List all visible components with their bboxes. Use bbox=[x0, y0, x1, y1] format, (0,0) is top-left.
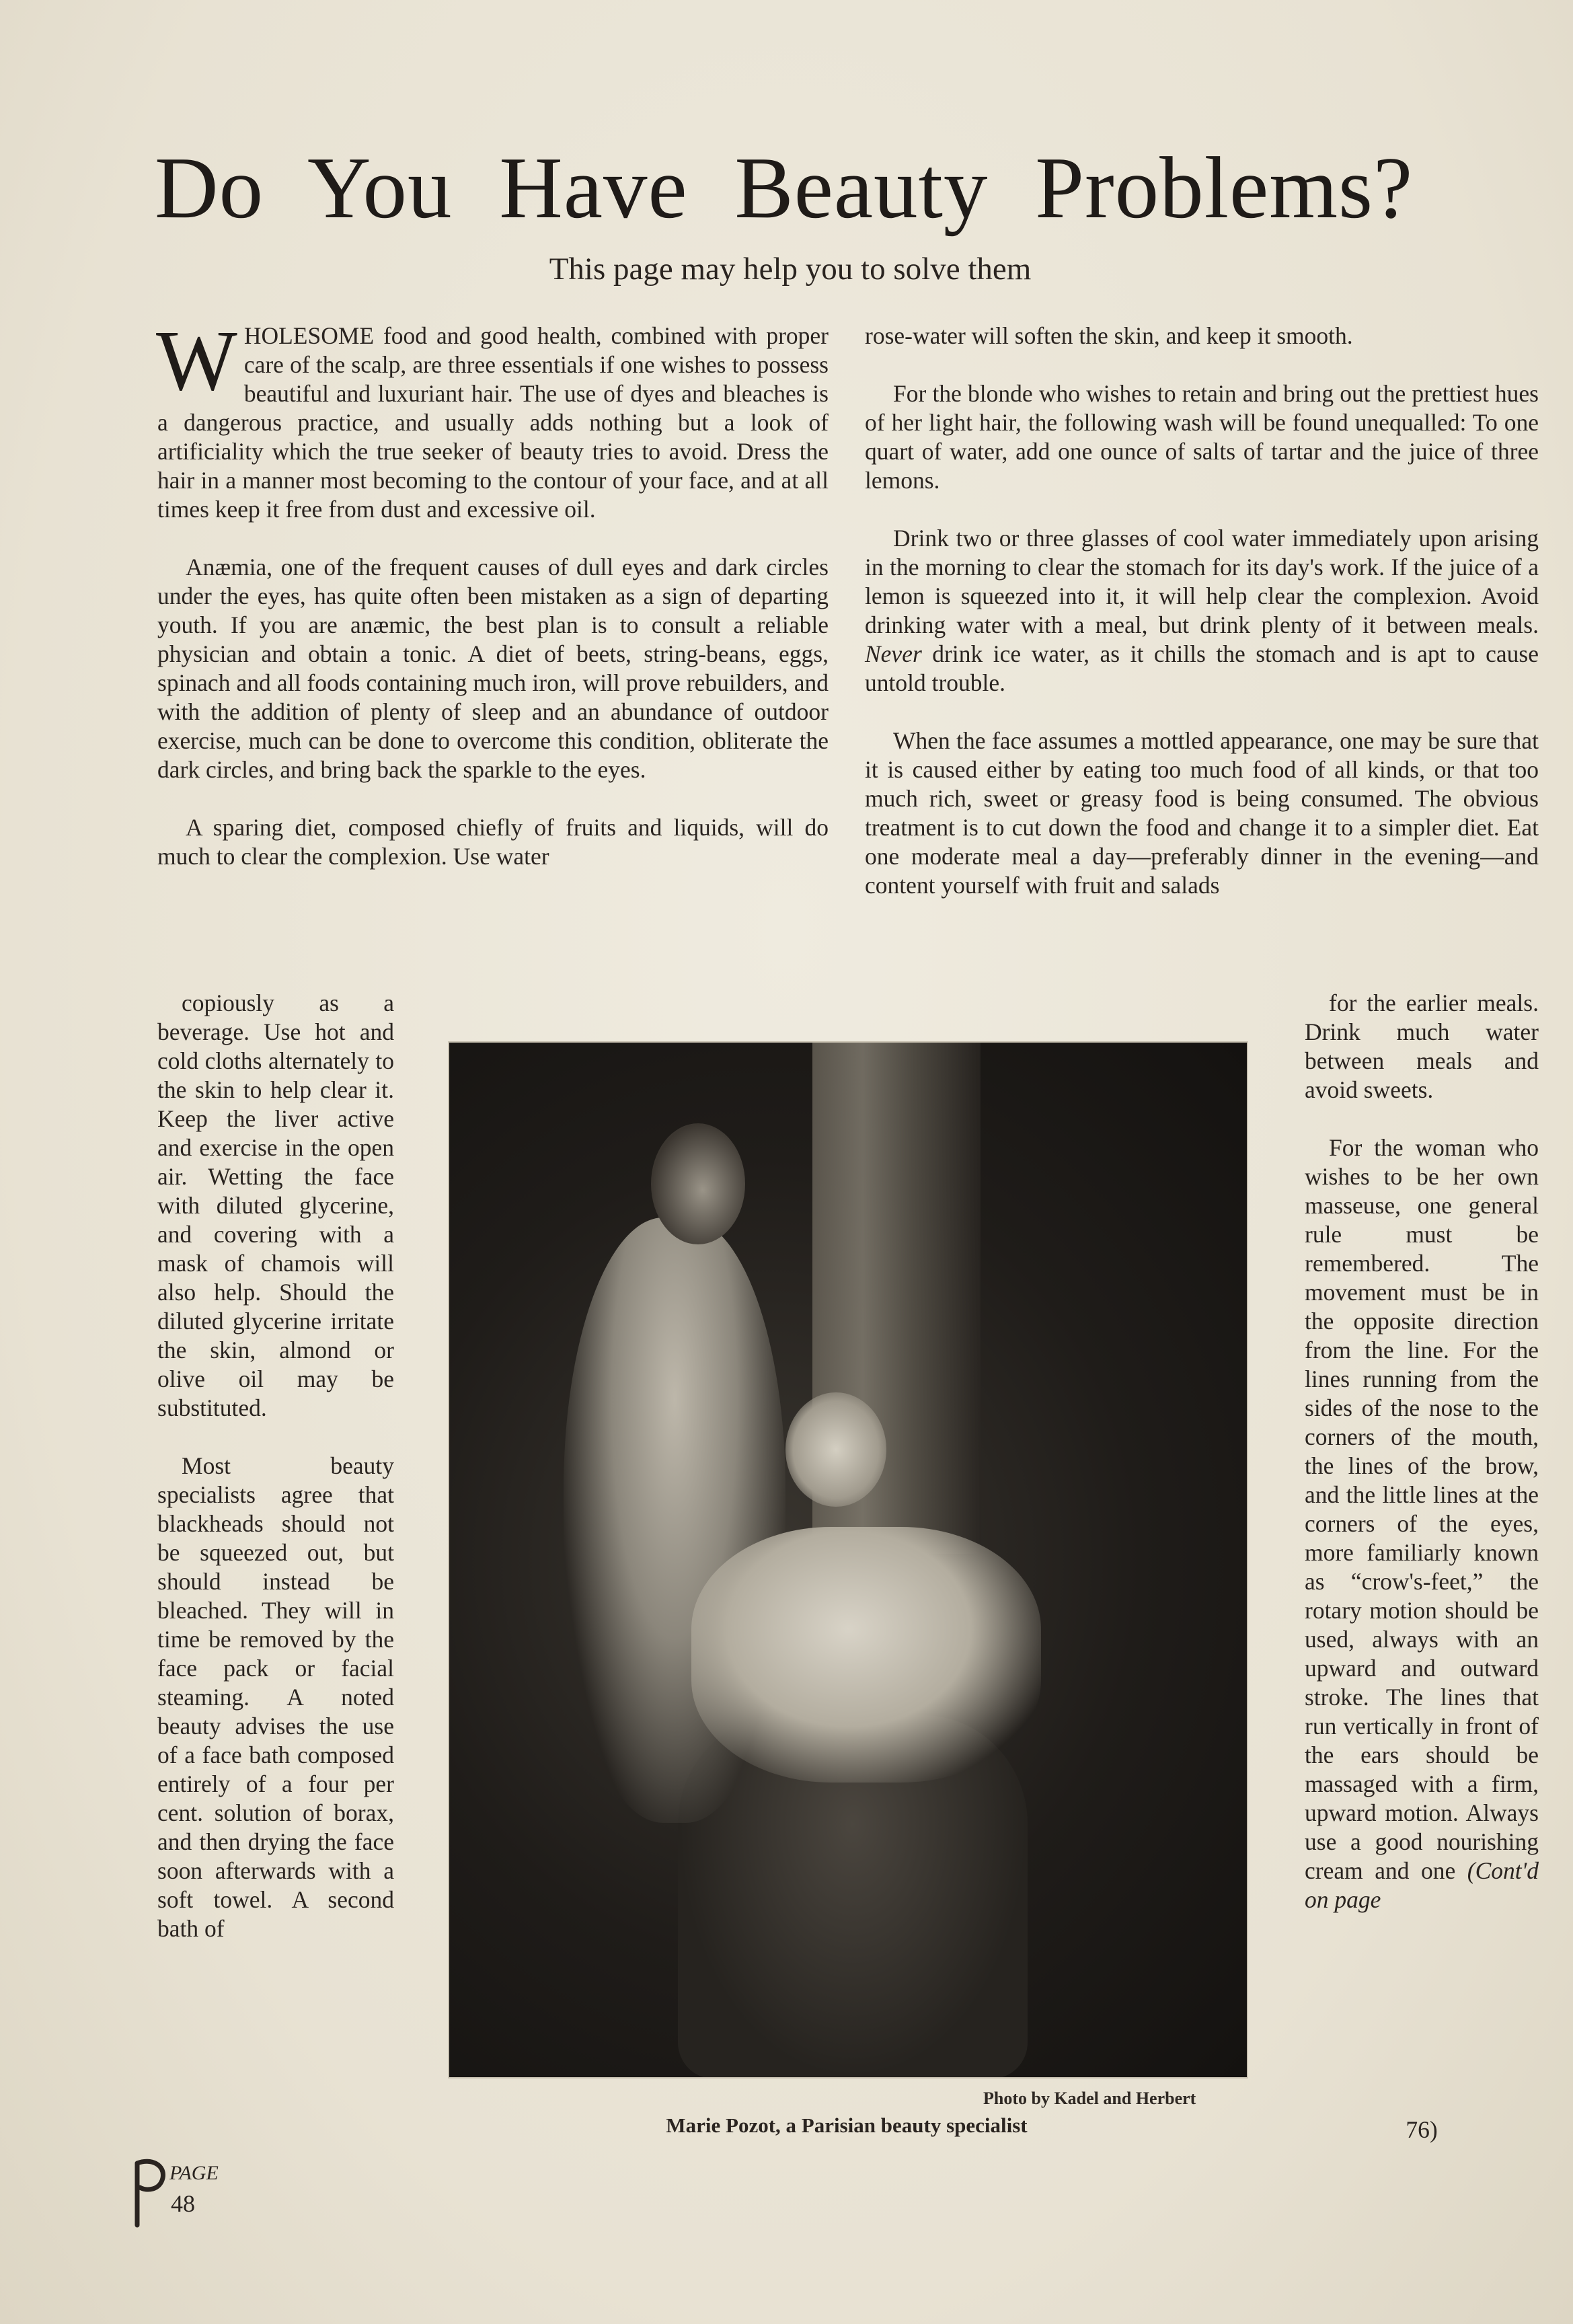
photo-caption: Marie Pozot, a Parisian beauty specialist bbox=[666, 2113, 1028, 2137]
paragraph-masseuse-text: For the woman who wishes to be her own masseuse, one general rule must be remembered. The movement must be in the opposite direction from the line. For the lines running from the sides of the nose to the corners of the mouth, the lines of the brow, and the little lines at the corners of the eyes, more familiarly known as “crow's-feet,” the rotary motion should be used, always with an upward and outward stroke. The lines that run vertically in front of the ears should be massaged with a firm, upward motion. Always use a good nourishing cream and one bbox=[1305, 1134, 1539, 1884]
paragraph-blonde: For the blonde who wishes to retain and bring out the prettiest hues of her light hair, the following wash will be found unequalled: To one quart of water, add one ounce of salts of tartar and the juice of three lemons. bbox=[865, 380, 1539, 494]
paragraph-hair bbox=[156, 313, 829, 524]
page-logo-text: PAGE bbox=[169, 2162, 219, 2184]
paragraph-masseuse bbox=[1305, 1133, 1539, 1914]
paragraph-diet-start: A sparing diet, composed chiefly of fruits and liquids, will do much to clear the complexion. Use water bbox=[157, 814, 829, 870]
photo-client bbox=[691, 1527, 1041, 1783]
paragraph-diet-cont: copiously as a beverage. Use hot and cold cloths alternately to the skin to help clear it. Keep the liver active and exercise in the open air. Wetting the face with diluted glycerine, and covering with a mask of chamois will also help. Should the diluted glycerine irritate the skin, almond or olive oil may be substituted. bbox=[157, 989, 394, 1421]
article-photo bbox=[448, 1041, 1248, 2078]
continued-page-number: 76) bbox=[1406, 2116, 1438, 2143]
paragraph-water-tail: drink ice water, as it chills the stomach and is apt to cause untold trouble. bbox=[865, 640, 1539, 696]
right-column bbox=[865, 322, 1539, 900]
paragraph-hair-text: food and good health, combined with proper care of the scalp, are three essentials if one wishes to possess beautiful and luxuriant hair. The use of dyes and bleaches is a dangerous practice, and usually adds nothing but a look of artificiality which the true seeker of beauty tries to avoid. Dress the hair in a manner most becoming to the contour of your face, and at all times keep it free from dust and excessive oil. bbox=[157, 322, 829, 523]
paragraph-rosewater: rose-water will soften the skin, and keep it smooth. bbox=[865, 322, 1353, 349]
right-narrow-column bbox=[1305, 989, 1539, 1914]
left-column bbox=[156, 313, 829, 871]
lead-word: HOLESOME bbox=[243, 322, 375, 349]
paragraph-water bbox=[865, 524, 1539, 698]
article-title: Do You Have Beauty Problems? bbox=[155, 139, 1414, 237]
drop-cap: W bbox=[156, 313, 237, 408]
paragraph-blackheads: Most beauty specialists agree that blackheads should not be squeezed out, but should instead be bleached. They will in time be removed by the face pack or facial steaming. A noted beauty advises the use of a face bath composed entirely of a four per cent. solution of borax, and then drying the face soon afterwards with a soft towel. A second bath of bbox=[157, 1452, 394, 1942]
page-number: 48 bbox=[171, 2190, 195, 2217]
continued-note: (Cont'd on page bbox=[1305, 1857, 1539, 1913]
paragraph-mottled-cont: for the earlier meals. Drink much water between meals and avoid sweets. bbox=[1305, 989, 1539, 1103]
photo-credit: Photo by Kadel and Herbert bbox=[983, 2089, 1196, 2108]
paragraph-water-text: Drink two or three glasses of cool water immediately upon arising in the morning to clear the stomach for its day's work. If the juice of a lemon is squeezed into it, it will help clear the complexion. Avoid drinking water with a meal, but drink plenty of it between meals. bbox=[865, 525, 1539, 638]
left-narrow-column bbox=[157, 989, 394, 1972]
paragraph-anaemia: Anæmia, one of the frequent causes of dull eyes and dark circles under the eyes, has quite often been mistaken as a sign of departing youth. If you are anæmic, the best plan is to consult a reliable physician and obtain a tonic. A diet of beets, string-beans, eggs, spinach and all foods containing much iron, will prove rebuilders, and with the addition of plenty of sleep and an abundance of outdoor exercise, much can be done to overcome this condition, obliterate the dark circles, and bring back the sparkle to the eyes. bbox=[157, 554, 829, 783]
photo-specialist-head bbox=[651, 1123, 745, 1244]
photo-client-head bbox=[785, 1392, 886, 1507]
paragraph-mottled-start: When the face assumes a mottled appearance, one may be sure that it is caused either by eating too much food of all kinds, or that too much rich, sweet or greasy food is being consumed. The obvious treatment is to cut down the food and change it to a simpler diet. Eat one moderate meal a day—preferably dinner in the evening—and content yourself with fruit and salads bbox=[865, 727, 1539, 899]
never-emphasis: Never bbox=[865, 640, 922, 667]
article-subtitle: This page may help you to solve them bbox=[549, 252, 1032, 287]
